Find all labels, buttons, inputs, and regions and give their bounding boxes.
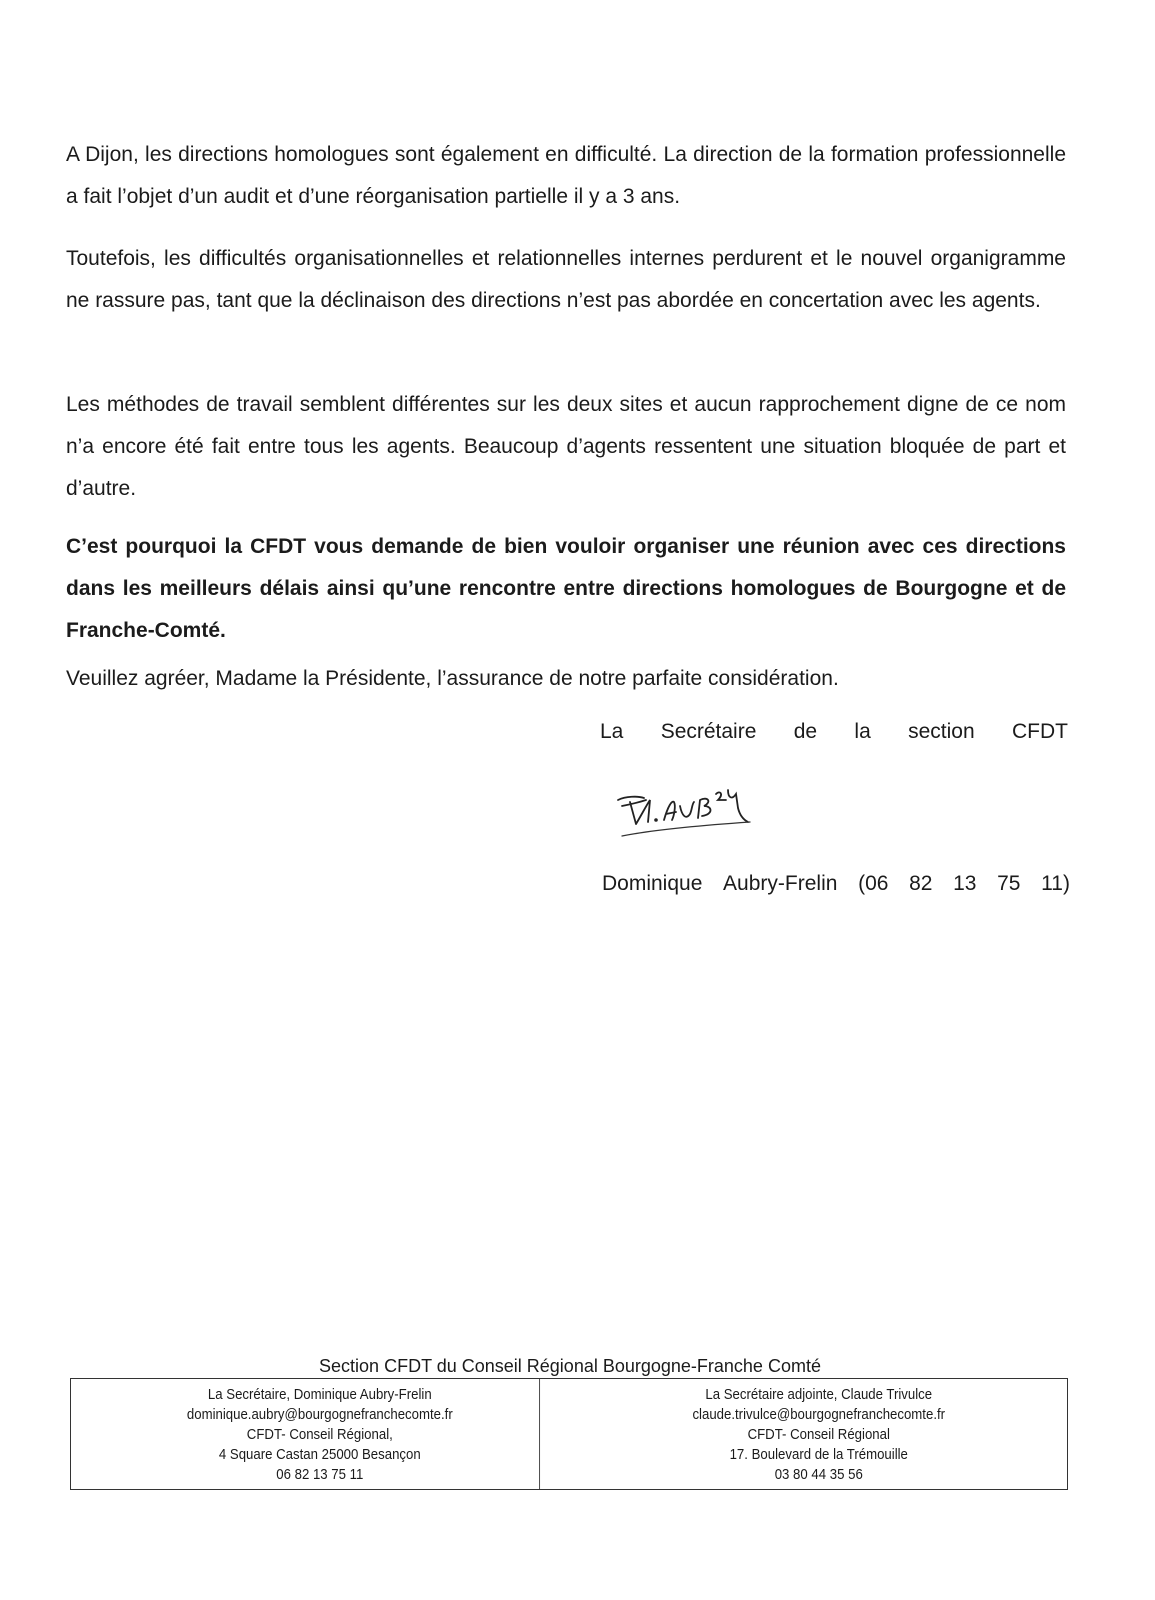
signer-title-word: CFDT bbox=[1011, 720, 1068, 743]
signer-title-word: section bbox=[908, 720, 975, 743]
signer-phone-part: (06 bbox=[858, 872, 889, 895]
signer-title-word: Secrétaire bbox=[660, 720, 757, 743]
signer-title-word: La bbox=[600, 720, 624, 743]
signer-phone-part: 82 bbox=[909, 872, 933, 895]
signer-name-word: Aubry-Frelin bbox=[723, 872, 838, 895]
signer-title-word: la bbox=[854, 720, 871, 743]
signer-name-word: Dominique bbox=[602, 872, 703, 895]
paragraph-difficulties: Toutefois, les difficultés organisationnelles et relationnelles internes perdurent et le nouvel organigramme ne rassure pas, tant que la déclinaison des directions n’est pas abordée en concertation avec les agents. bbox=[66, 247, 1066, 312]
footer-phone: 06 82 13 75 11 bbox=[276, 1466, 364, 1483]
footer-line: CFDT- Conseil Régional, bbox=[246, 1426, 393, 1443]
signer-phone-part: 75 bbox=[997, 872, 1021, 895]
footer-contact-deputy bbox=[599, 1379, 1037, 1489]
footer-contact-secretary bbox=[101, 1379, 540, 1489]
paragraph-closing: Veuillez agréer, Madame la Présidente, l’assurance de notre parfaite considération. bbox=[66, 667, 839, 690]
signer-phone-part: 11) bbox=[1041, 872, 1070, 895]
signer-name bbox=[602, 868, 1070, 900]
footer-line: CFDT- Conseil Régional bbox=[747, 1426, 890, 1443]
footer-line: La Secrétaire adjointe, Claude Trivulce bbox=[704, 1386, 932, 1403]
signer-title bbox=[600, 716, 1068, 748]
footer-address: 4 Square Castan 25000 Besançon bbox=[218, 1446, 421, 1463]
footer-email: claude.trivulce@bourgognefranchecomte.fr bbox=[691, 1406, 945, 1423]
footer-line: La Secrétaire, Dominique Aubry-Frelin bbox=[207, 1386, 432, 1403]
footer-title: Section CFDT du Conseil Régional Bourgogne-Franche Comté bbox=[319, 1356, 821, 1376]
footer-email: dominique.aubry@bourgognefranchecomte.fr bbox=[186, 1406, 453, 1423]
signer-title-word: de bbox=[793, 720, 818, 743]
paragraph-methods: Les méthodes de travail semblent différentes sur les deux sites et aucun rapprochement digne de ce nom n’a encore été fait entre tous les agents. Beaucoup d’agents ressentent une situation bloquée de part et d’autre. bbox=[66, 393, 1066, 500]
paragraph-dijon: A Dijon, les directions homologues sont également en difficulté. La direction de la formation professionnelle a fait l’objet d’un audit et d’une réorganisation partielle il y a 3 ans. bbox=[66, 143, 1066, 208]
footer-phone: 03 80 44 35 56 bbox=[774, 1466, 863, 1483]
footer-contact-box bbox=[70, 1378, 1068, 1490]
handwritten-signature bbox=[612, 776, 762, 856]
footer-address: 17. Boulevard de la Trémouille bbox=[729, 1446, 908, 1463]
paragraph-request: C’est pourquoi la CFDT vous demande de bien vouloir organiser une réunion avec ces directions dans les meilleurs délais ainsi qu’une rencontre entre directions homologues de Bourgogne et de Franche-Comté. bbox=[66, 535, 1066, 642]
signer-phone-part: 13 bbox=[953, 872, 977, 895]
